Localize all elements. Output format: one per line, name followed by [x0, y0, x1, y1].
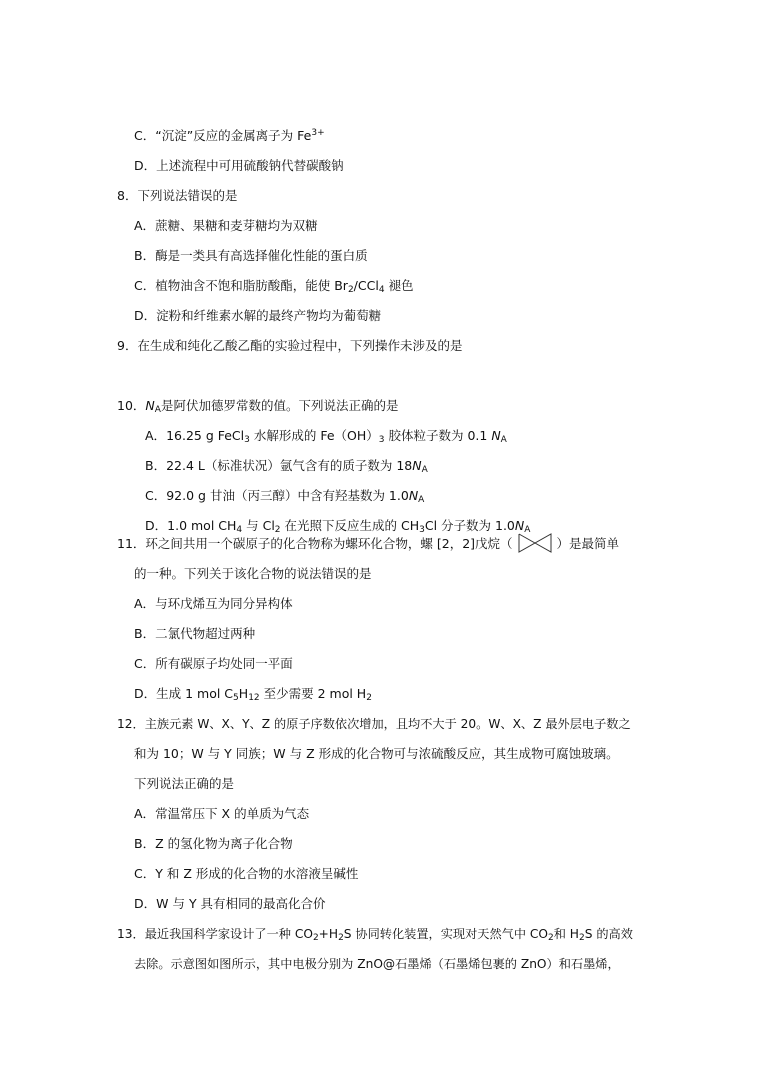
subscript: A: [154, 405, 161, 415]
q8-option-c: [134, 278, 414, 294]
option-label: D．: [134, 308, 157, 323]
question-text: S 协同转化装置，实现对天然气中 CO: [343, 927, 549, 941]
option-label: A．: [134, 596, 156, 611]
q11-option-b: [134, 626, 255, 642]
avogadro-symbol: N: [408, 488, 419, 503]
q7-option-c: [134, 128, 325, 144]
subscript: A: [524, 525, 531, 535]
option-text: 蔗糖、果糖和麦芽糖均为双糖: [155, 218, 318, 233]
avogadro-symbol: N: [514, 518, 525, 533]
avogadro-symbol: N: [491, 428, 501, 443]
avogadro-symbol: N: [412, 458, 422, 473]
option-label: D．: [145, 518, 168, 533]
q11-stem-line1: [117, 530, 619, 558]
option-label: C．: [134, 656, 156, 671]
question-text: 13．最近我国科学家设计了一种 CO: [117, 927, 313, 941]
question-text: ）是最简单: [556, 536, 620, 551]
option-label: B．: [134, 248, 156, 263]
subscript: 2: [274, 525, 281, 535]
q13-stem-line2: 去除。示意图如图所示，其中电极分别为 ZnO@石墨烯（石墨烯包裹的 ZnO）和石墨烯，: [134, 957, 620, 971]
option-label: D．: [134, 896, 157, 911]
option-label: C．: [145, 488, 167, 503]
option-text: 上述流程中可用硫酸钠代替碳酸钠: [156, 158, 344, 173]
option-label: B．: [145, 458, 167, 473]
question-number: 10．: [117, 398, 146, 413]
question-text: 和 H: [553, 927, 579, 941]
subscript: 3: [419, 525, 425, 535]
question-text: 11．环之间共用一个碳原子的化合物称为螺环化合物，螺 [2，2]戊烷（: [117, 536, 513, 551]
option-text: 二氯代物超过两种: [155, 626, 256, 641]
q10-option-b: [145, 458, 428, 474]
option-text: 在光照下反应生成的 CH: [280, 518, 420, 533]
q13-stem-line1: [117, 926, 633, 942]
option-text: Cl 分子数为 1.0: [424, 518, 515, 533]
q10-option-a: [145, 428, 507, 444]
question-text: +H: [318, 927, 339, 941]
q10-stem: [117, 398, 398, 414]
subscript: 3: [378, 435, 385, 445]
q8-stem: 8．下列说法错误的是: [117, 188, 238, 203]
q12-stem-line2: 和为 10；W 与 Y 同族；W 与 Z 形成的化合物可与浓硫酸反应，其生成物可腐蚀玻璃。: [134, 746, 619, 761]
spiropentane-structure-icon: [517, 532, 553, 554]
option-text: 酶是一类具有高选择催化性能的蛋白质: [155, 248, 368, 263]
option-text: 92.0 g 甘油（丙三醇）中含有羟基数为 1.0: [166, 488, 409, 503]
option-text: 22.4 L（标准状况）氩气含有的质子数为 18: [166, 458, 413, 473]
q11-option-c: [134, 656, 293, 672]
q9-stem: 9．在生成和纯化乙酸乙酯的实验过程中，下列操作未涉及的是: [117, 338, 463, 353]
option-label: A．: [145, 428, 167, 443]
q10-option-c: [145, 488, 424, 504]
option-text: Y 和 Z 形成的化合物的水溶液呈碱性: [155, 866, 359, 881]
option-text: 与环戊烯互为同分异构体: [155, 596, 293, 611]
option-text: 淀粉和纤维素水解的最终产物均为葡萄糖: [156, 308, 382, 323]
option-label: C．: [134, 866, 156, 881]
q12-option-b: [134, 836, 293, 852]
subscript: 4: [378, 285, 385, 295]
subscript: A: [500, 435, 507, 445]
option-label: A．: [134, 806, 156, 821]
option-text: 1.0 mol CH: [167, 518, 237, 533]
option-text: 常温常压下 X 的单质为气态: [155, 806, 310, 821]
option-text: 胶体粒子数为 0.1: [384, 428, 492, 443]
subscript: 2: [578, 933, 585, 943]
avogadro-symbol: N: [145, 398, 155, 413]
q11-option-d: [134, 686, 372, 702]
option-label: C．: [134, 278, 156, 293]
subscript: 4: [236, 525, 243, 535]
option-label: C．: [134, 128, 156, 143]
charge-superscript: 3+: [311, 128, 325, 138]
question-text: 是阿伏加德罗常数的值。下列说法正确的是: [160, 398, 399, 413]
option-text: W 与 Y 具有相同的最高化合价: [156, 896, 326, 911]
option-text: Z 的氢化物为离子化合物: [155, 836, 293, 851]
q7-option-d: [134, 158, 344, 174]
q11-option-a: [134, 596, 293, 612]
q12-option-d: [134, 896, 326, 912]
subscript: 2: [312, 933, 319, 943]
q8-option-b: [134, 248, 368, 264]
subscript: 2: [548, 933, 554, 943]
option-text: H: [238, 686, 249, 701]
q8-option-a: [134, 218, 318, 234]
q12-option-c: [134, 866, 358, 882]
option-text: 16.25 g FeCl: [166, 428, 245, 443]
option-text: “沉淀”反应的金属离子为 Fe: [155, 128, 312, 143]
option-text: 所有碳原子均处同一平面: [155, 656, 293, 671]
option-text: 褪色: [384, 278, 414, 293]
option-text: 生成 1 mol C: [156, 686, 234, 701]
option-label: B．: [134, 836, 156, 851]
subscript: 2: [347, 285, 354, 295]
q12-option-a: [134, 806, 309, 822]
question-text: S 的高效: [584, 927, 633, 941]
subscript: 3: [244, 435, 250, 445]
subscript: 5: [233, 693, 239, 703]
option-text: 至少需要 2 mol H: [259, 686, 367, 701]
q12-stem-line1: 12．主族元素 W、X、Y、Z 的原子序数依次增加，且均不大于 20。W、X、Z 最外层电子数之: [117, 717, 631, 731]
subscript: 12: [248, 693, 260, 703]
option-text: 与 Cl: [242, 518, 275, 533]
option-text: /CCl: [353, 278, 379, 293]
option-label: D．: [134, 686, 157, 701]
q11-stem-line2: 的一种。下列关于该化合物的说法错误的是: [134, 566, 372, 581]
q8-option-d: [134, 308, 381, 324]
subscript: 2: [338, 933, 344, 943]
option-text: 植物油含不饱和脂肪酸酯，能使 Br: [155, 278, 348, 293]
subscript: 2: [366, 693, 372, 703]
option-label: B．: [134, 626, 156, 641]
subscript: A: [418, 495, 425, 505]
q12-stem-line3: 下列说法正确的是: [134, 776, 235, 791]
option-text: 水解形成的 Fe（OH）: [249, 428, 379, 443]
option-label: D．: [134, 158, 157, 173]
option-label: A．: [134, 218, 156, 233]
subscript: A: [421, 465, 428, 475]
